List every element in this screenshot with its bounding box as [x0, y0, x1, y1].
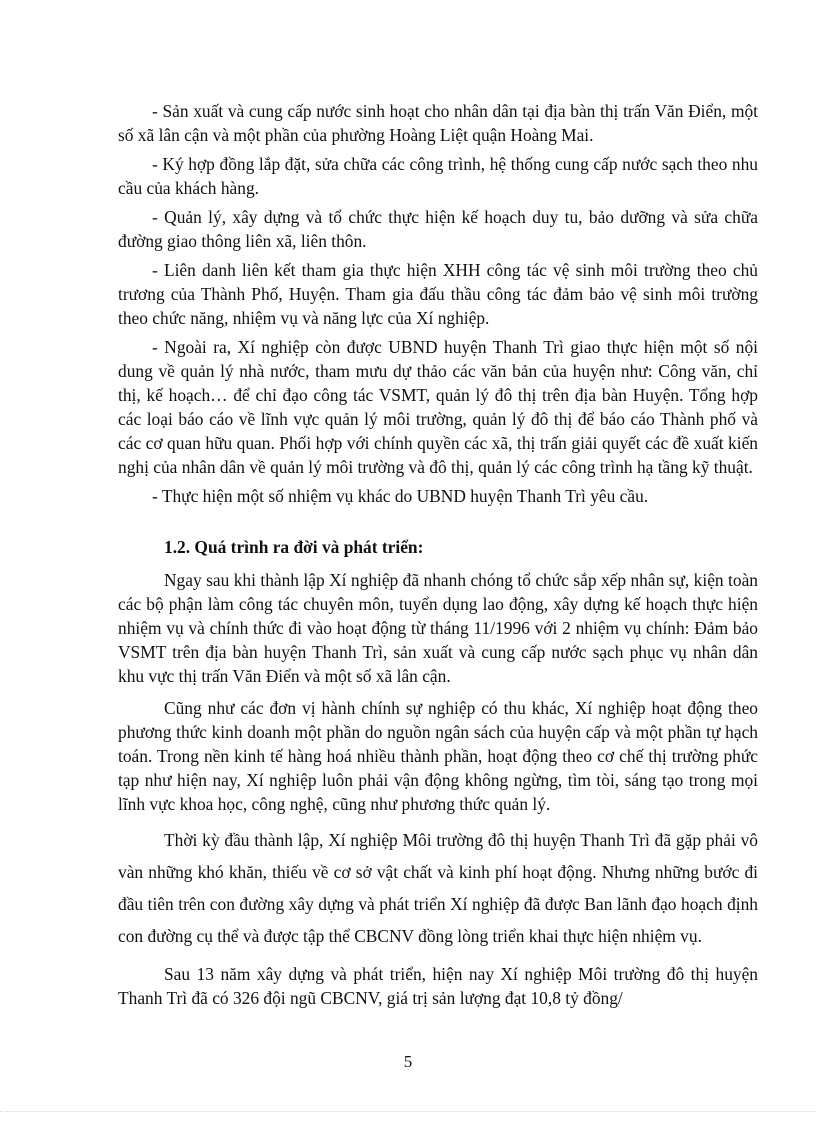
bullet-joint-venture: - Liên danh liên kết tham gia thực hiện XHH công tác vệ sinh môi trường theo chủ trương của Thành Phố, Huyện. Tham gia đấu thầu công tác đảm bảo vệ sinh môi trường theo chức năng, nhiệm vụ và năng lực của Xí nghiệp.: [118, 260, 758, 328]
page-bottom-divider: [0, 1111, 816, 1112]
bullet-water-supply: - Sản xuất và cung cấp nước sinh hoạt cho nhân dân tại địa bàn thị trấn Văn Điển, một số xã lân cận và một phần của phường Hoàng Liệt quận Hoàng Mai.: [118, 101, 758, 145]
page-content: [118, 99, 758, 1018]
paragraph-early-period: Thời kỳ đầu thành lập, Xí nghiệp Môi trường đô thị huyện Thanh Trì đã gặp phải vô vàn những khó khăn, thiếu về cơ sở vật chất và kinh phí hoạt động. Nhưng những bước đi đầu tiên trên con đường xây dựng và phát triển Xí nghiệp đã được Ban lãnh đạo hoạch định con đường cụ thể và được tập thể CBCNV đồng lòng triển khai thực hiện nhiệm vụ.: [118, 830, 758, 946]
section-heading: 1.2. Quá trình ra đời và phát triển:: [164, 537, 424, 557]
paragraph-operation-mode: Cũng như các đơn vị hành chính sự nghiệp có thu khác, Xí nghiệp hoạt động theo phương thức kinh doanh một phần do nguồn ngân sách của huyện cấp và một phần tự hạch toán. Trong nền kinh tế hàng hoá nhiều thành phần, hoạt động theo cơ chế thị trường phức tạp như hiện nay, Xí nghiệp luôn phải vận động không ngừng, tìm tòi, sáng tạo trong mọi lĩnh vực khoa học, công nghệ, cũng như phương thức quản lý.: [118, 698, 758, 814]
bullet-road-maintenance: - Quản lý, xây dựng và tổ chức thực hiện kế hoạch duy tu, bảo dưỡng và sửa chữa đường giao thông liên xã, liên thôn.: [118, 207, 758, 251]
paragraph-current-status: Sau 13 năm xây dựng và phát triển, hiện nay Xí nghiệp Môi trường đô thị huyện Thanh Trì đã có 326 đội ngũ CBCNV, giá trị sản lượng đạt 10,8 tỷ đồng/: [118, 964, 758, 1008]
page-number: 5: [403, 1052, 413, 1071]
bullet-state-management: - Ngoài ra, Xí nghiệp còn được UBND huyện Thanh Trì giao thực hiện một số nội dung về quản lý nhà nước, tham mưu dự thảo các văn bản của huyện như: Công văn, chỉ thị, kế hoạch… để chỉ đạo công tác VSMT, quản lý đô thị trên địa bàn Huyện. Tổng hợp các loại báo cáo về lĩnh vực quản lý môi trường, quản lý đô thị để báo cáo Thành phố và các cơ quan hữu quan. Phối hợp với chính quyền các xã, thị trấn giải quyết các đề xuất kiến nghị của nhân dân về quản lý môi trường và đô thị, quản lý các công trình hạ tầng kỹ thuật.: [118, 337, 758, 477]
bullet-contracts: - Ký hợp đồng lắp đặt, sửa chữa các công trình, hệ thống cung cấp nước sạch theo nhu cầu của khách hàng.: [118, 154, 758, 198]
bullet-other-tasks: - Thực hiện một số nhiệm vụ khác do UBND huyện Thanh Trì yêu cầu.: [152, 486, 649, 506]
paragraph-founding: Ngay sau khi thành lập Xí nghiệp đã nhanh chóng tổ chức sắp xếp nhân sự, kiện toàn các bộ phận làm công tác chuyên môn, tuyển dụng lao động, xây dựng kế hoạch thực hiện nhiệm vụ và chính thức đi vào hoạt động từ tháng 11/1996 với 2 nhiệm vụ chính: Đảm bảo VSMT trên địa bàn huyện Thanh Trì, sản xuất và cung cấp nước sạch phục vụ nhân dân khu vực thị trấn Văn Điển và một số xã lân cận.: [118, 570, 758, 686]
